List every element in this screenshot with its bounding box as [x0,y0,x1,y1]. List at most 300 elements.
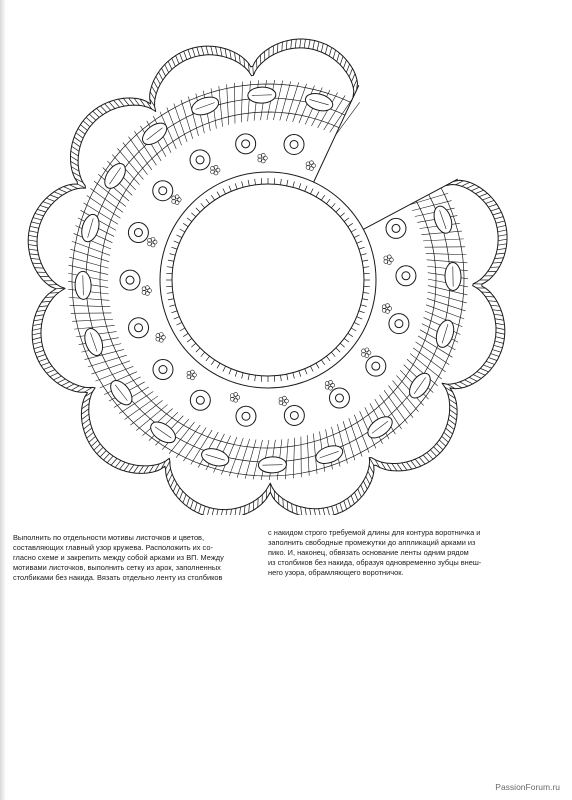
picot-tooth [64,187,72,191]
picot-tooth [230,50,231,59]
rosette-motif [329,388,349,408]
rosette-motif [236,134,256,154]
picot-tooth [83,121,90,127]
picot-tooth [309,40,311,49]
picot-tooth [69,185,77,189]
picot-tooth [176,56,179,64]
picot-tooth [234,52,235,61]
picot-tooth [94,444,100,450]
picot-tooth [361,485,365,493]
picot-tooth [123,98,129,105]
neck-tooth [171,311,177,313]
picot-tooth [348,498,351,506]
picot-tooth [498,239,507,241]
picot-tooth [497,248,506,249]
mesh-line [248,81,251,122]
neck-tooth [321,195,324,200]
picot-tooth [183,495,186,503]
picot-tooth [105,104,111,111]
picot-tooth [192,48,195,57]
picot-tooth [225,509,227,515]
picot-tooth [45,297,54,298]
neck-tooth [362,260,368,261]
picot-tooth [368,471,372,479]
picot-tooth [494,345,503,348]
neck-tooth [293,373,295,379]
picot-tooth [486,200,494,203]
picot-tooth [430,450,436,457]
picot-tooth [124,464,129,471]
picot-tooth [332,506,334,515]
picot-tooth [333,50,336,59]
neck-tooth [326,199,330,204]
picot-tooth [235,508,236,515]
picot-tooth [96,108,102,114]
picot-tooth [184,51,187,59]
picot-tooth [176,488,180,496]
rosette-motif [190,150,210,170]
picot-tooth [351,74,354,82]
picot-tooth [152,86,157,94]
picot-tooth [82,419,89,425]
picot-tooth [42,301,51,302]
flower-petal [147,289,151,293]
picot-tooth [450,405,457,410]
neck-tooth [287,374,288,380]
picot-tooth [479,193,487,196]
picot-tooth [187,498,190,506]
picot-tooth [358,489,362,497]
picot-tooth [483,197,491,200]
neck-tooth [336,348,340,352]
neck-tooth [357,241,363,243]
mesh-line [423,239,464,241]
picot-tooth [93,111,99,117]
picot-tooth [44,366,52,369]
flower-petal [311,164,315,168]
picot-tooth [166,468,170,476]
picot-tooth [363,481,367,489]
picot-tooth [491,354,500,357]
picot-tooth [491,208,500,211]
neck-tooth [242,181,244,187]
rosette-motif [120,270,140,290]
instructions-paragraph-left: Выполнить по отдельности мотивы листочков и цветов, составляющих главный узор кружева. Расположить их со- гласно схеме и закрепить между собой арками из ВП. Между мотивами листочков, выполнить сетку из арок, заполненных столбиками без накида. Вязать отдельно ленту из столбиков [13,533,224,583]
picot-tooth [467,185,475,189]
picot-tooth [35,213,44,215]
picot-tooth [349,68,352,76]
mesh-line [427,260,468,263]
picot-tooth [406,462,411,469]
picot-tooth [100,450,106,457]
picot-tooth [300,39,301,48]
site-watermark: PassionForum.ru [495,782,560,792]
flower-petal [177,198,181,202]
neck-tooth [187,338,192,342]
neck-tooth [177,322,182,325]
picot-tooth [498,244,507,245]
picot-tooth [283,499,284,508]
neck-tooth [201,203,205,208]
picot-tooth [475,190,483,193]
picot-tooth [33,342,42,344]
picot-tooth [62,382,70,386]
neck-tooth [183,223,188,226]
picot-tooth [33,218,42,220]
picot-tooth [427,453,433,460]
picot-tooth [496,337,505,339]
picot-tooth [292,504,293,513]
mesh-line [70,249,109,261]
picot-tooth [103,453,109,460]
neck-tooth [351,229,356,232]
picot-tooth [139,466,144,473]
neck-tooth [310,366,313,371]
picot-tooth [471,187,479,191]
picot-tooth [369,465,373,473]
picot-tooth [81,409,88,414]
picot-tooth [31,259,40,260]
neck-tooth [177,235,182,238]
rosette-motif [366,356,386,376]
picot-tooth [206,46,208,55]
picot-tooth [434,447,440,453]
picot-tooth [473,375,481,379]
picot-tooth [76,133,83,138]
picot-tooth [493,262,502,263]
picot-tooth [32,333,41,335]
picot-tooth [173,483,177,491]
neck-tooth [331,352,335,357]
picot-tooth [199,505,202,514]
mesh-line [285,439,288,480]
picot-tooth [28,235,37,237]
picot-tooth [114,100,120,107]
rosette-motif [386,218,406,238]
picot-tooth [72,146,79,151]
flower-petal [192,373,196,377]
flower-petal [236,395,240,399]
picot-tooth [488,301,497,302]
picot-tooth [118,99,124,106]
picot-tooth [392,463,397,470]
neck-tooth [287,180,288,186]
neck-tooth [242,373,244,379]
neck-tooth [348,223,353,226]
rosette-motif [396,266,416,286]
picot-tooth [317,42,319,51]
picot-tooth [35,315,44,316]
flower-petal [216,168,220,172]
picot-tooth [46,198,54,201]
picot-tooth [74,137,81,142]
picot-tooth [310,508,312,515]
neck-tooth [168,299,174,300]
picot-tooth [159,72,163,80]
picot-tooth [119,462,125,469]
picot-tooth [305,508,306,515]
picot-tooth [211,46,213,55]
mesh-line [72,319,113,321]
neck-tooth [171,247,177,249]
picot-tooth [162,68,166,76]
neck-tooth [363,293,369,294]
neck-tooth [357,317,363,319]
neck-tooth [248,374,249,380]
mesh-line [427,298,466,311]
picot-tooth [343,60,346,68]
picot-tooth [33,324,42,326]
picot-tooth [32,337,41,339]
picot-tooth [296,505,297,514]
picot-tooth [71,386,79,390]
picot-tooth [171,479,175,487]
picot-tooth [28,240,37,241]
neck-tooth [336,208,340,212]
picot-tooth [490,305,499,306]
neck-tooth [361,305,367,307]
picot-tooth [212,509,214,515]
neck-tooth [305,369,307,375]
picot-tooth [325,45,327,54]
picot-tooth [496,332,505,334]
picot-tooth [469,377,477,381]
picot-tooth [87,432,94,438]
neck-tooth [326,356,330,361]
picot-tooth [168,61,172,69]
neck-tooth [174,317,180,319]
picot-tooth [43,202,52,205]
picot-tooth [34,319,43,321]
picot-tooth [109,102,115,109]
picot-tooth [490,267,499,268]
picot-tooth [336,505,339,514]
picot-tooth [462,182,470,186]
picot-tooth [442,436,449,442]
picot-tooth [450,410,457,415]
picot-tooth [215,47,217,56]
mesh-line [426,253,467,254]
rosette-motif [153,181,173,201]
picot-tooth [496,221,505,223]
picot-tooth [239,507,240,515]
picot-tooth [253,501,254,510]
picot-tooth [323,508,325,515]
picot-tooth [31,222,40,224]
neck-tooth [180,328,185,331]
neck-tooth [305,186,307,192]
neck-tooth [340,213,345,217]
picot-tooth [483,365,491,368]
flower-petal [161,335,165,339]
picot-tooth [39,306,48,307]
picot-tooth [30,254,39,255]
picot-tooth [460,382,468,386]
flower-petal [153,240,157,244]
neck-tooth [354,235,359,238]
neck-tooth [359,247,365,249]
picot-tooth [327,507,329,515]
picot-tooth [496,253,505,254]
picot-tooth [47,370,55,373]
neck-tooth [316,363,319,368]
neck-tooth [281,179,282,185]
neck-tooth [168,260,174,261]
mesh-line [95,366,133,381]
picot-tooth [70,156,78,161]
rosette-motif [128,223,148,243]
picot-tooth [496,328,505,330]
picot-tooth [353,80,357,88]
neck-tooth [223,366,226,371]
picot-tooth [201,46,203,55]
neck-tooth [354,322,359,325]
mesh-line [313,433,317,473]
picot-tooth [482,292,491,293]
picot-tooth [134,465,139,472]
picot-tooth [100,106,106,112]
picot-tooth [32,263,41,264]
picot-tooth [477,372,485,376]
picot-tooth [37,310,46,311]
picot-tooth [86,117,93,123]
picot-tooth [495,258,504,259]
picot-tooth [207,508,209,515]
neck-tooth [255,375,256,381]
picot-tooth [287,501,288,510]
picot-tooth [89,114,96,120]
picot-tooth [321,43,323,52]
neck-tooth [321,360,324,365]
picot-tooth [244,506,245,515]
picot-tooth [340,503,343,512]
neck-tooth [281,375,282,381]
neck-tooth [183,333,188,336]
neck-tooth [362,299,368,300]
neck-tooth [187,218,192,222]
mesh-line [227,84,229,125]
picot-tooth [351,495,354,503]
picot-tooth [465,380,473,384]
picot-tooth [488,204,497,207]
rosette-motif [236,406,256,426]
picot-tooth [337,53,340,62]
picot-tooth [221,510,223,515]
picot-tooth [71,151,79,156]
neck-tooth [331,203,335,208]
mesh-arc [100,112,436,448]
picot-tooth [29,249,38,250]
flower-petal [263,156,267,160]
picot-tooth [59,189,67,193]
picot-tooth [73,142,80,147]
neck-tooth [248,180,249,186]
flower-petal [389,258,393,262]
picot-tooth [129,98,134,105]
neck-tooth [299,183,301,189]
mesh-line [74,325,114,329]
picot-tooth [34,346,43,349]
flower-petal [367,351,371,355]
neck-tooth [255,179,256,185]
picot-tooth [355,492,358,500]
neck-tooth [211,195,214,200]
picot-tooth [498,230,507,232]
picot-tooth [82,414,89,419]
picot-tooth [492,310,501,311]
picot-tooth [194,503,197,512]
picot-tooth [50,373,58,377]
mesh-line [293,438,294,479]
picot-tooth [78,129,85,135]
picot-tooth [107,456,113,463]
neck-tooth [191,343,196,347]
neck-tooth [344,338,349,342]
picot-tooth [84,424,91,430]
neck-tooth [235,183,237,189]
picot-tooth [89,436,96,442]
picot-tooth [29,231,38,233]
picot-tooth [32,328,41,330]
picot-tooth [57,379,65,383]
neck-tooth [310,189,313,194]
picot-tooth [180,53,183,61]
mesh-line [286,82,298,121]
picot-tooth [239,55,240,64]
picot-tooth [203,506,205,515]
picot-tooth [84,387,92,392]
picot-tooth [129,465,134,472]
picot-tooth [197,47,200,56]
picot-tooth [346,64,349,72]
picot-tooth [144,466,149,474]
picot-tooth [165,65,169,73]
picot-tooth [498,235,507,237]
picot-tooth [37,355,46,358]
neck-tooth [299,371,301,377]
picot-tooth [485,296,494,297]
neck-tooth [201,352,205,357]
picot-tooth [493,212,502,215]
picot-tooth [225,49,227,58]
picot-tooth [313,41,315,50]
picot-tooth [54,192,62,195]
flower-petal [284,399,288,403]
flower-petal [388,307,392,311]
neck-tooth [180,229,185,232]
picot-tooth [444,432,451,438]
picot-tooth [402,463,407,470]
picot-tooth [71,161,79,166]
picot-tooth [50,195,58,198]
neck-tooth [293,181,295,187]
mesh-line [307,435,309,476]
neck-tooth [229,186,231,192]
picot-tooth [97,447,103,453]
picot-tooth [150,92,155,100]
picot-tooth [40,205,49,208]
mesh-arc [86,98,450,462]
picot-tooth [494,314,503,315]
picot-tooth [85,428,92,434]
rosette-motif [190,390,210,410]
picot-tooth [166,461,170,469]
picot-tooth [495,319,504,321]
picot-tooth [41,362,49,365]
picot-tooth [423,455,429,462]
neck-tooth [169,254,175,256]
picot-tooth [77,387,85,392]
